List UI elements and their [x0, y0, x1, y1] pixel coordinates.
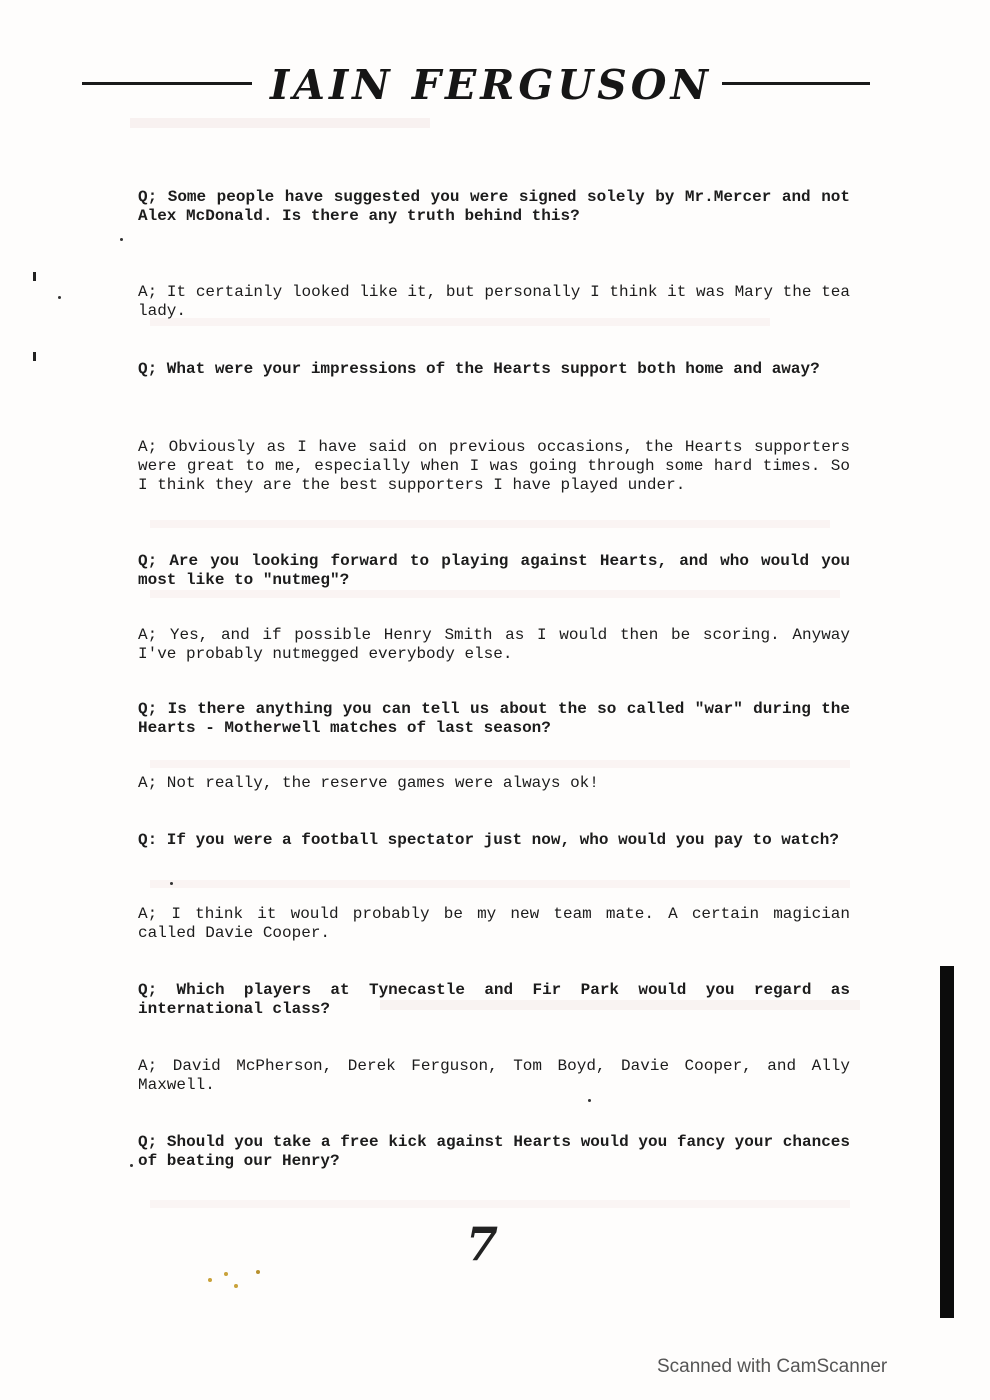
scan-speck	[588, 1099, 591, 1102]
margin-mark	[33, 352, 36, 361]
page-title: IAIN FERGUSON	[270, 61, 712, 109]
question-6: Q; Which players at Tynecastle and Fir Park would you regard as international class?	[138, 981, 850, 1018]
bleed-through-mark	[150, 880, 850, 888]
title-rule-right	[722, 82, 870, 85]
bleed-through-mark	[150, 760, 850, 768]
question-1: Q; Some people have suggested you were signed solely by Mr.Mercer and not Alex McDonald. Is there any truth behind this?	[138, 188, 850, 225]
bleed-through-mark	[130, 118, 430, 128]
scan-edge-shadow	[940, 966, 954, 1318]
question-4: Q; Is there anything you can tell us about the so called "war" during the Hearts - Motherwell matches of last season?	[138, 700, 850, 737]
scan-speck	[58, 296, 61, 299]
question-7: Q; Should you take a free kick against Hearts would you fancy your chances of beating our Henry?	[138, 1133, 850, 1170]
answer-5: A; I think it would probably be my new team mate. A certain magician called Davie Cooper.	[138, 905, 850, 942]
scan-smudge	[204, 1268, 264, 1298]
bleed-through-mark	[150, 590, 840, 598]
scan-speck	[120, 238, 123, 241]
bleed-through-mark	[150, 1200, 850, 1208]
answer-6: A; David McPherson, Derek Ferguson, Tom Boyd, Davie Cooper, and Ally Maxwell.	[138, 1057, 850, 1094]
question-3: Q; Are you looking forward to playing against Hearts, and who would you most like to "nutmeg"?	[138, 552, 850, 589]
scan-speck	[130, 1164, 133, 1167]
answer-1: A; It certainly looked like it, but personally I think it was Mary the tea lady.	[138, 283, 850, 320]
title-rule-left	[82, 82, 252, 85]
answer-2: A; Obviously as I have said on previous occasions, the Hearts supporters were great to me, especially when I was going through some hard times. So I think they are the best supporters I have played under.	[138, 438, 850, 494]
question-2: Q; What were your impressions of the Hearts support both home and away?	[138, 360, 820, 378]
title-block	[80, 55, 872, 115]
scanner-watermark: Scanned with CamScanner	[657, 1356, 888, 1377]
answer-3: A; Yes, and if possible Henry Smith as I would then be scoring. Anyway I've probably nutmegged everybody else.	[138, 626, 850, 663]
question-5: Q: If you were a football spectator just now, who would you pay to watch?	[138, 831, 839, 849]
page-number: 7	[466, 1217, 499, 1271]
bleed-through-mark	[150, 520, 830, 528]
answer-4: A; Not really, the reserve games were always ok!	[138, 774, 599, 792]
margin-mark	[33, 272, 36, 281]
scan-speck	[170, 882, 173, 885]
